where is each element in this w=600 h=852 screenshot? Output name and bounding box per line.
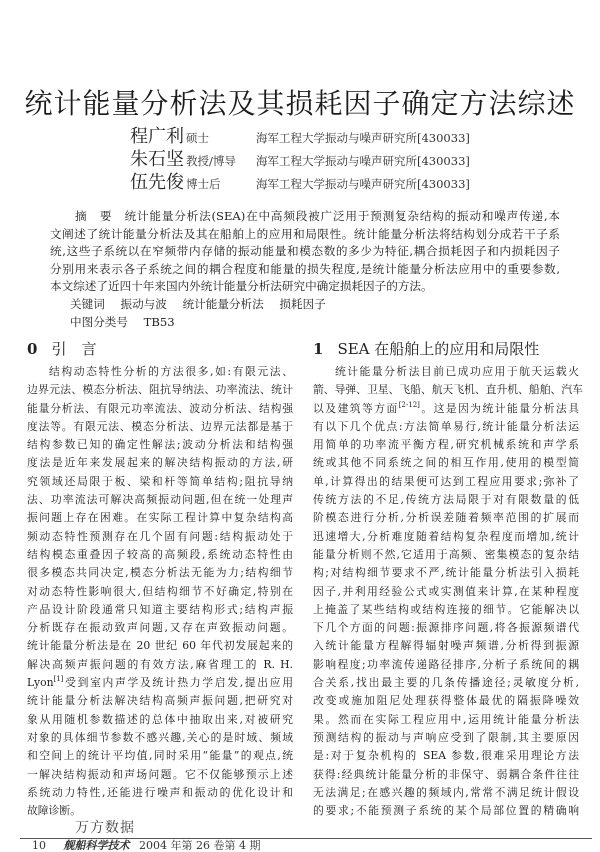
- text-line: 和空间上的统计平均值,同时采用“能量”的观点,统: [27, 749, 293, 763]
- author-affiliation: 海军工程大学振动与噪声研究所[430033]: [256, 177, 470, 191]
- text-line: 系统动力特性,还能进行噪声和振动的优化设计和: [27, 785, 293, 799]
- classification: [50, 314, 560, 332]
- abstract: [50, 208, 560, 331]
- text-line: 度法是近年来发展起来的解决结构振动的方法,研: [27, 456, 293, 470]
- text-line: 无法满足;在感兴趣的频域内,常常不满足统计假设: [313, 785, 579, 799]
- text-line: 是:对于复杂机构的 SEA 参数,很难采用理论方法: [313, 749, 579, 763]
- text-line: 阶模态进行分析,分析误差随着频率范围的扩展而: [313, 511, 579, 525]
- text-line: 一解决结构振动和声场问题。它不仅能够预示上述: [27, 767, 293, 781]
- watermark: 万方数据: [75, 820, 135, 836]
- clc-code: TB53: [143, 314, 175, 329]
- text-segment: 。这是因为统计能量分析法具: [419, 401, 580, 415]
- text-line: [27, 674, 293, 692]
- text-line: 故障诊断。: [27, 804, 81, 818]
- page-footer: [32, 840, 260, 852]
- author-name: 朱石坚: [130, 149, 184, 170]
- section-number: 0: [27, 340, 38, 358]
- text-line: 统或其他不同系统之间的相互作用,使用的模型简: [313, 456, 579, 470]
- author-degree: 教授/博导: [186, 154, 236, 168]
- text-line: 法、功率流法可解决高频振动问题,但在统一处理声: [27, 493, 293, 507]
- text-line: 统计能量分析法目前已成功应用于航天运载火: [335, 365, 579, 378]
- author-row: [130, 145, 470, 170]
- section-number: 1: [313, 340, 324, 358]
- author-affiliation: 海军工程大学振动与噪声研究所[430033]: [256, 131, 470, 145]
- text-line: 影响程度;功率流传递路径排序,分析子系统间的耦: [313, 657, 579, 671]
- text-line: 分别用来表示各子系统之间的耦合程度和能量的损失程度,是统计能量分析法应用中的重要参数,: [50, 261, 560, 276]
- text-line: 对象的具体细节参数不感兴趣,关心的是时域、频域: [27, 730, 293, 744]
- section-heading-introduction: [27, 338, 96, 359]
- text-line: 能量分析则不然,它适用于高频、密集模态的复杂结: [313, 547, 579, 561]
- citation: [2-12]: [398, 400, 420, 409]
- text-line: 构;对结构细节要求不严,统计能量分析法引入损耗: [313, 566, 579, 580]
- text-segment: Lyon: [27, 676, 54, 690]
- author-name: 伍先俊: [130, 172, 184, 193]
- author-degree: 博士后: [186, 177, 221, 191]
- keywords: [50, 296, 560, 314]
- text-line: 产品设计阶段通常只知道主要结构形式;结构声振: [27, 602, 293, 616]
- text-line: 下几个方面的问题:振源排序问题,将各振源频谱代: [313, 621, 579, 635]
- keywords-label: 关键词: [70, 296, 105, 311]
- text-line: 用简单的功率流平衡方程,研究机械系统和声学系: [313, 438, 579, 452]
- text-line: 单,计算得出的结果便可达到工程应用要求;弥补了: [313, 474, 579, 488]
- section-title: 引 言: [51, 340, 97, 358]
- issue-info: 2004 年第 26 卷第 4 期: [139, 839, 261, 852]
- text-line: 很多模态共同决定,模态分析法无能为力;结构细节: [27, 566, 293, 580]
- keyword: 统计能量分析法: [182, 296, 264, 311]
- left-column-text: [27, 363, 293, 820]
- text-line: 入统计能量方程解得辐射噪声频谱,分析得到振源: [313, 639, 579, 653]
- text-line: 究领域还局限于板、梁和杆等简单结构;阻抗导纳: [27, 474, 293, 488]
- text-line: 获得:经典统计能量分析的非保守、弱耦合条件往往: [313, 767, 579, 781]
- text-line: 统,这些子系统以在窄频带内存储的振动能量和模态数的多少为特征,耦合损耗因子和内损耗因子: [50, 244, 560, 259]
- text-line: 的要求;不能预测子系统的某个局部位置的精确响: [313, 804, 579, 818]
- text-line: 边界元法、模态分析法、阻抗导纳法、功率流法、统计: [27, 383, 293, 397]
- text-line: 振问题上存在困难。在实际工程计算中复杂结构高: [27, 511, 293, 525]
- right-column-text: [313, 363, 583, 820]
- text-line: 度法等。有限元法、模态分析法、边界元法都是基于: [27, 419, 293, 433]
- text-line: 文阐述了统计能量分析法及其在船舶上的应用和局限性。统计能量分析法将结构划分成若干子系: [50, 226, 560, 241]
- text-line: 传统方法的不足,传统方法局限于对有限数量的低: [313, 493, 579, 507]
- text-line: [313, 400, 579, 418]
- author-affiliation: 海军工程大学振动与噪声研究所[430033]: [256, 154, 470, 168]
- text-line: 改变或施加阻尼处理获得整体最优的隔振降噪效: [313, 694, 579, 708]
- text-line: 果。然而在实际工程应用中,运用统计能量分析法: [313, 712, 579, 726]
- text-line: 摘 要 统计能量分析法(SEA)在中高频段被广泛用于预测复杂结构的振动和噪声传递,本: [75, 209, 560, 223]
- text-line: 因子,并利用经验公式或实测值来计算,在某种程度: [313, 584, 579, 598]
- clc-label: 中图分类号: [70, 314, 128, 329]
- text-line: 对动态特性影响很大,但结构细节不好确定,特别在: [27, 584, 293, 598]
- text-line: 预测结构的振动与声响应受到了限制,其主要原因: [313, 730, 579, 744]
- text-line: 结构参数已知的确定性解法;波动分析法和结构强: [27, 438, 293, 452]
- text-line: 结构模态重叠因子较高的高频段,系统动态特性由: [27, 547, 293, 561]
- citation: [1]: [53, 675, 64, 684]
- text-line: 合关系,找出最主要的几条传播途径;灵敏度分析,: [313, 676, 579, 690]
- section-title: SEA 在船舶上的应用和局限性: [337, 340, 540, 358]
- text-line: 能量分析法、有限元功率流法、波动分析法、结构强: [27, 401, 293, 415]
- journal-name: 舰船科学技术: [63, 839, 130, 852]
- text-line: 结构动态特性分析的方法很多,如:有限元法、: [49, 365, 293, 378]
- text-line: 分析既存在振动致声问题,又存在声致振动问题。: [27, 621, 293, 635]
- text-line: 上掩盖了某些结构或结构连接的细节。它能解决以: [313, 602, 579, 616]
- text-line: 象从用随机参数描述的总体中抽取出来,对被研究: [27, 712, 293, 726]
- paper-title: 统计能量分析法及其损耗因子确定方法综述: [24, 87, 576, 120]
- text-line: 频动态特性预测存在几个固有问题:结构振动处于: [27, 529, 293, 543]
- text-line: 有以下几个优点:方法简单易行,统计能量分析法运: [313, 419, 579, 433]
- author-row: [130, 168, 470, 193]
- abstract-body: [50, 208, 560, 296]
- section-heading-sea: [313, 338, 539, 359]
- page-number: 10: [32, 839, 46, 852]
- text-line: 统计能量分析法是在 20 世纪 60 年代初发展起来的: [27, 639, 293, 653]
- text-segment: 以及建筑等方面: [313, 401, 399, 415]
- keyword: 损耗因子: [279, 296, 326, 311]
- text-line: 迅速增大,分析难度随着结构复杂程度而增加,统计: [313, 529, 579, 543]
- text-line: 统计能量分析法解决结构高频声振问题,把研究对: [27, 694, 293, 708]
- keyword: 振动与波: [120, 296, 167, 311]
- text-line: 解决高频声振问题的有效方法,麻省理工的 R. H.: [27, 657, 293, 671]
- author-row: [130, 122, 470, 147]
- text-line: 本文综述了近四十年来国内外统计能量分析法研究中确定损耗因子的方法。: [50, 279, 433, 294]
- author-name: 程广利: [130, 126, 184, 147]
- text-segment: 受到室内声学及统计热力学启发,提出应用: [63, 676, 293, 690]
- text-line: 箭、导弹、卫星、飞船、航天飞机、直升机、船舶、汽车: [313, 383, 583, 397]
- author-degree: 硕士: [186, 131, 209, 145]
